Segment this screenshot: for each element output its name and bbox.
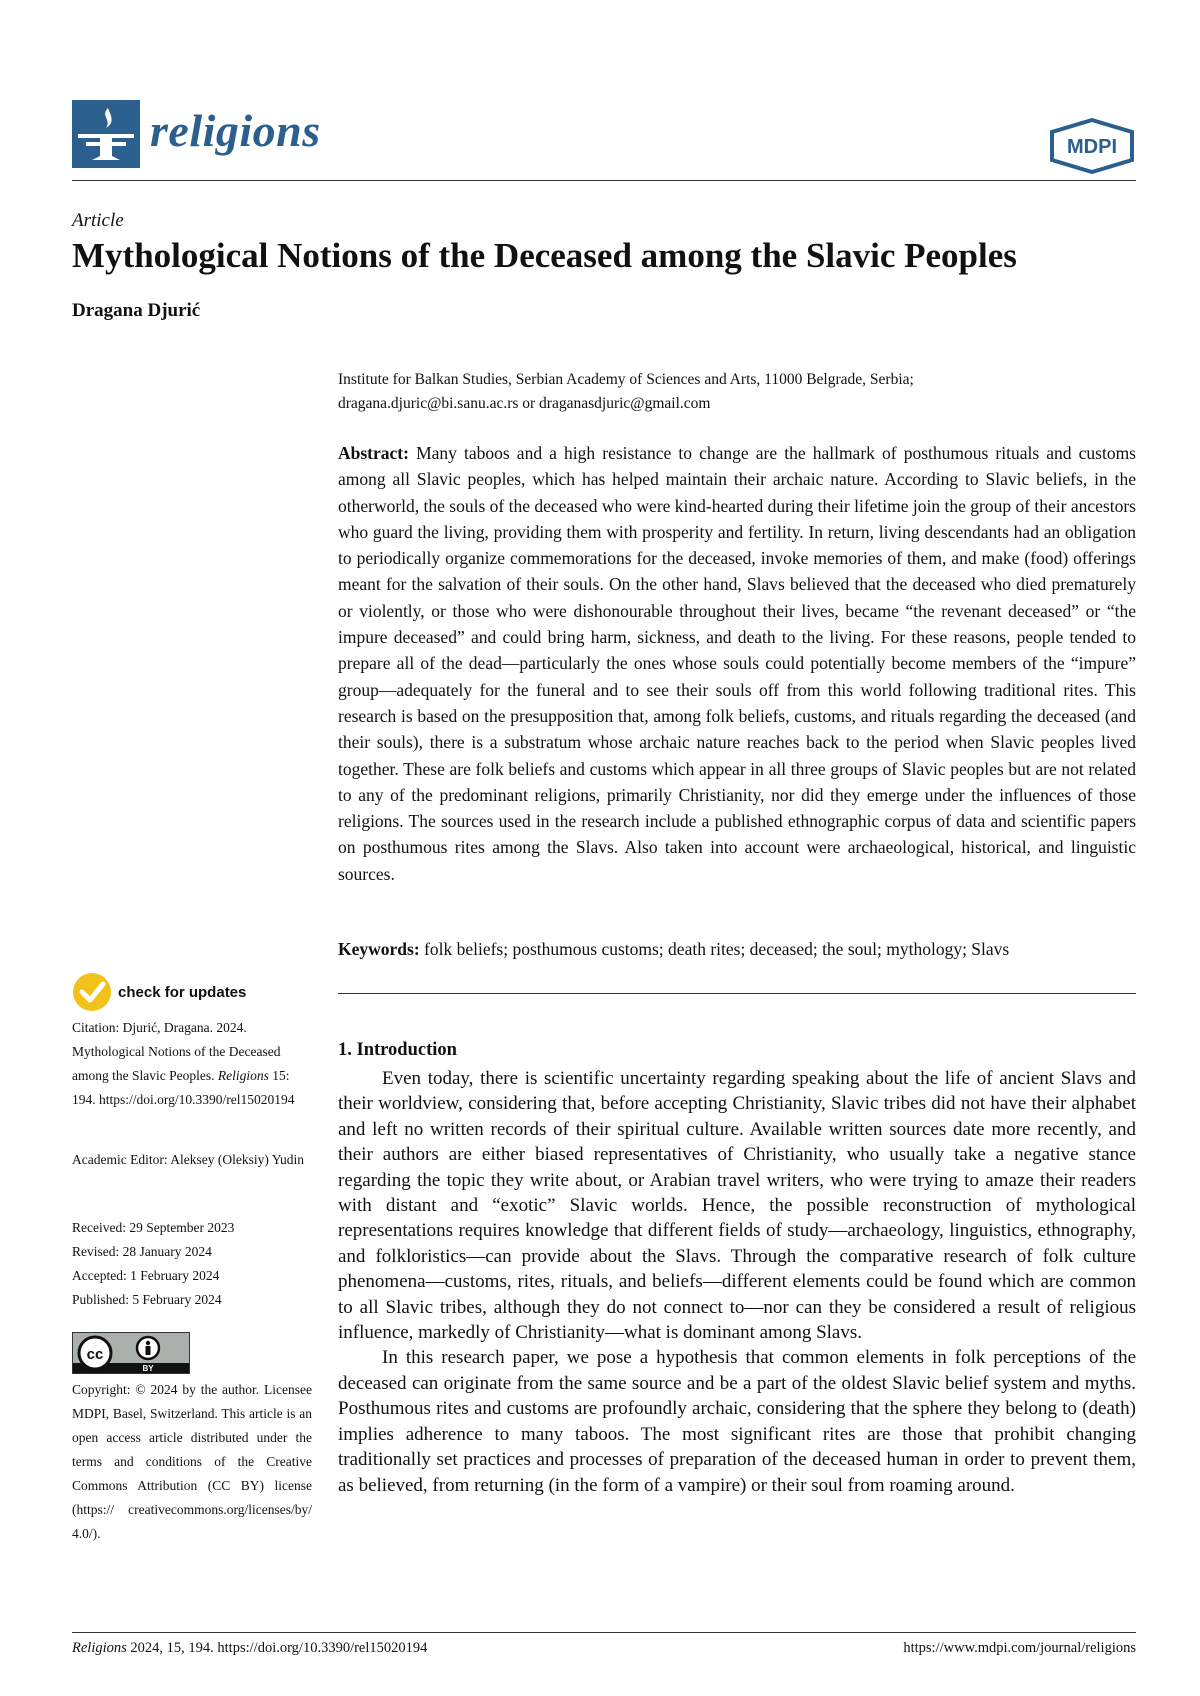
intro-paragraph-1: Even today, there is scientific uncertainty regarding speaking about the life of ancient Slavs and their worldview, considering that, before accepting Christianity, Slavic tribes did not have their alphabet and left no written records of their spiritual culture. Available written sources date more recently, and their authors are either biased representatives of Christianity, who usually take a negative stance regarding the topic they write about, or Arabian travel writers, who were trying to amaze their readers with distant and “exotic” Slavic worlds. Hence, the possible reconstruction of mythological representations requires knowledge that different fields of study—archaeology, linguistics, ethnography, and folkloristics—can provide about the Slavs. Through the comparative research of folk culture phenomena—customs, rites, rituals, and beliefs—different elements could be found which are common to all Slavic tribes, although they do not connect to—nor can they be considered a result of religious influence, markedly of Christianity—what is dominant among Slavs. <box>338 1068 1136 1344</box>
academic-editor: Academic Editor: Aleksey (Oleksiy) Yudin <box>72 1152 304 1167</box>
footer-doi[interactable]: 2024, 15, 194. https://doi.org/10.3390/rel15020194 <box>130 1640 428 1656</box>
citation-text: Citation: Djurić, Dragana. 2024. Mythological Notions of the Deceased among the Slavic Peoples. <box>72 1020 281 1083</box>
footer-journal: Religions <box>72 1640 127 1656</box>
date-received: Received: 29 September 2023 <box>72 1220 235 1235</box>
article-type: Article <box>72 210 124 231</box>
check-for-updates-button[interactable] <box>72 970 272 1014</box>
date-published: Published: 5 February 2024 <box>72 1292 222 1307</box>
author-name: Dragana Djurić <box>72 300 201 321</box>
check-updates-label: check for updates <box>118 984 247 1001</box>
citation <box>72 1016 312 1112</box>
publisher-name: MDPI <box>1067 136 1117 158</box>
chalice-icon <box>72 100 140 168</box>
intro-paragraph-2: In this research paper, we pose a hypothesis that common elements in folk perceptions of the deceased can originate from the same source and be a part of the oldest Slavic belief system and myths. Posthumous rites and customs are profoundly archaic, considering that the sphere they belong to (death) implies adherence to many taboos. The most significant rites are those that prohibit changing traditionally set practices and processes of preparation of the deceased human in order to prevent them, as believed, from returning (in the form of a vampire) or their soul from roaming around. <box>338 1347 1136 1496</box>
date-accepted: Accepted: 1 February 2024 <box>72 1268 220 1283</box>
article-dates <box>72 1216 312 1312</box>
footer-journal-url[interactable]: https://www.mdpi.com/journal/religions <box>903 1640 1136 1656</box>
cc-by-license-badge[interactable] <box>72 1332 190 1374</box>
keywords-text: folk beliefs; posthumous customs; death rites; deceased; the soul; mythology; Slavs <box>424 939 1010 959</box>
introduction-body <box>338 1066 1136 1498</box>
footer-citation <box>72 1640 427 1657</box>
citation-journal: Religions <box>217 1068 269 1083</box>
abstract-label: Abstract: <box>338 443 409 463</box>
svg-text:cc: cc <box>86 1346 104 1363</box>
abstract-text: Many taboos and a high resistance to change are the hallmark of posthumous rituals and customs among all Slavic peoples, which has helped maintain their archaic nature. According to Slavic beliefs, in the otherworld, the souls of the deceased who were kind-hearted during their lifetime join the group of their ancestors who guard the living, providing them with prosperity and fertility. In return, living descendants had an obligation to periodically organize commemorations for the deceased, invoke memories of them, and make (food) offerings meant for the salvation of their souls. On the other hand, Slavs believed that the deceased who died prematurely or violently, or those who were dishonourable throughout their lives, became “the revenant deceased” or “the impure deceased” and could bring harm, sickness, and death to the living. For these reasons, people tended to prepare all of the dead—particularly the ones whose souls could potentially become members of the “impure” group—adequately for the funeral and to see their souls off from this world following traditional rites. This research is based on the presupposition that, among folk beliefs, customs, and rituals regarding the deceased (and their souls), there is a substratum whose archaic nature reaches back to the period when Slavic peoples lived together. These are folk beliefs and customs which appear in all three groups of Slavic peoples but are not related to any of the predominant religions, primarily Christianity, nor did they emerge under the influences of those religions. The sources used in the research include a published ethnographic corpus of data and scientific papers on posthumous rites among the Slavs. Also taken into account were archaeological, historical, and linguistic sources. <box>338 443 1136 884</box>
license-badge-label: BY <box>142 1364 154 1373</box>
affiliation <box>338 368 1136 416</box>
affiliation-email[interactable]: dragana.djuric@bi.sanu.ac.rs or draganasdjuric@gmail.com <box>338 395 711 412</box>
abstract <box>338 440 1136 887</box>
section-heading: 1. Introduction <box>338 1040 457 1060</box>
mdpi-logo-icon <box>1048 118 1136 174</box>
journal-name: religions <box>150 105 321 156</box>
journal-logo <box>72 100 140 168</box>
affiliation-institution: Institute for Balkan Studies, Serbian Academy of Sciences and Arts, 11000 Belgrade, Serbia; <box>338 371 914 388</box>
copyright-notice: Copyright: © 2024 by the author. Licensee MDPI, Basel, Switzerland. This article is an open access article distributed under the terms and conditions of the Creative Commons Attribution (CC BY) license (https:// creativecommons.org/licenses/by/ 4.0/). <box>72 1382 312 1541</box>
keywords <box>338 936 1136 962</box>
keywords-label: Keywords: <box>338 939 420 959</box>
abstract-rule <box>338 993 1136 994</box>
header-rule <box>72 180 1136 181</box>
article-title: Mythological Notions of the Deceased among the Slavic Peoples <box>72 236 1017 275</box>
publisher-logo <box>1048 118 1136 174</box>
date-revised: Revised: 28 January 2024 <box>72 1244 212 1259</box>
check-updates-icon <box>73 973 111 1011</box>
citation-doi[interactable]: 15: 194. https://doi.org/10.3390/rel15020194 <box>72 1068 295 1107</box>
footer-rule <box>72 1632 1136 1633</box>
